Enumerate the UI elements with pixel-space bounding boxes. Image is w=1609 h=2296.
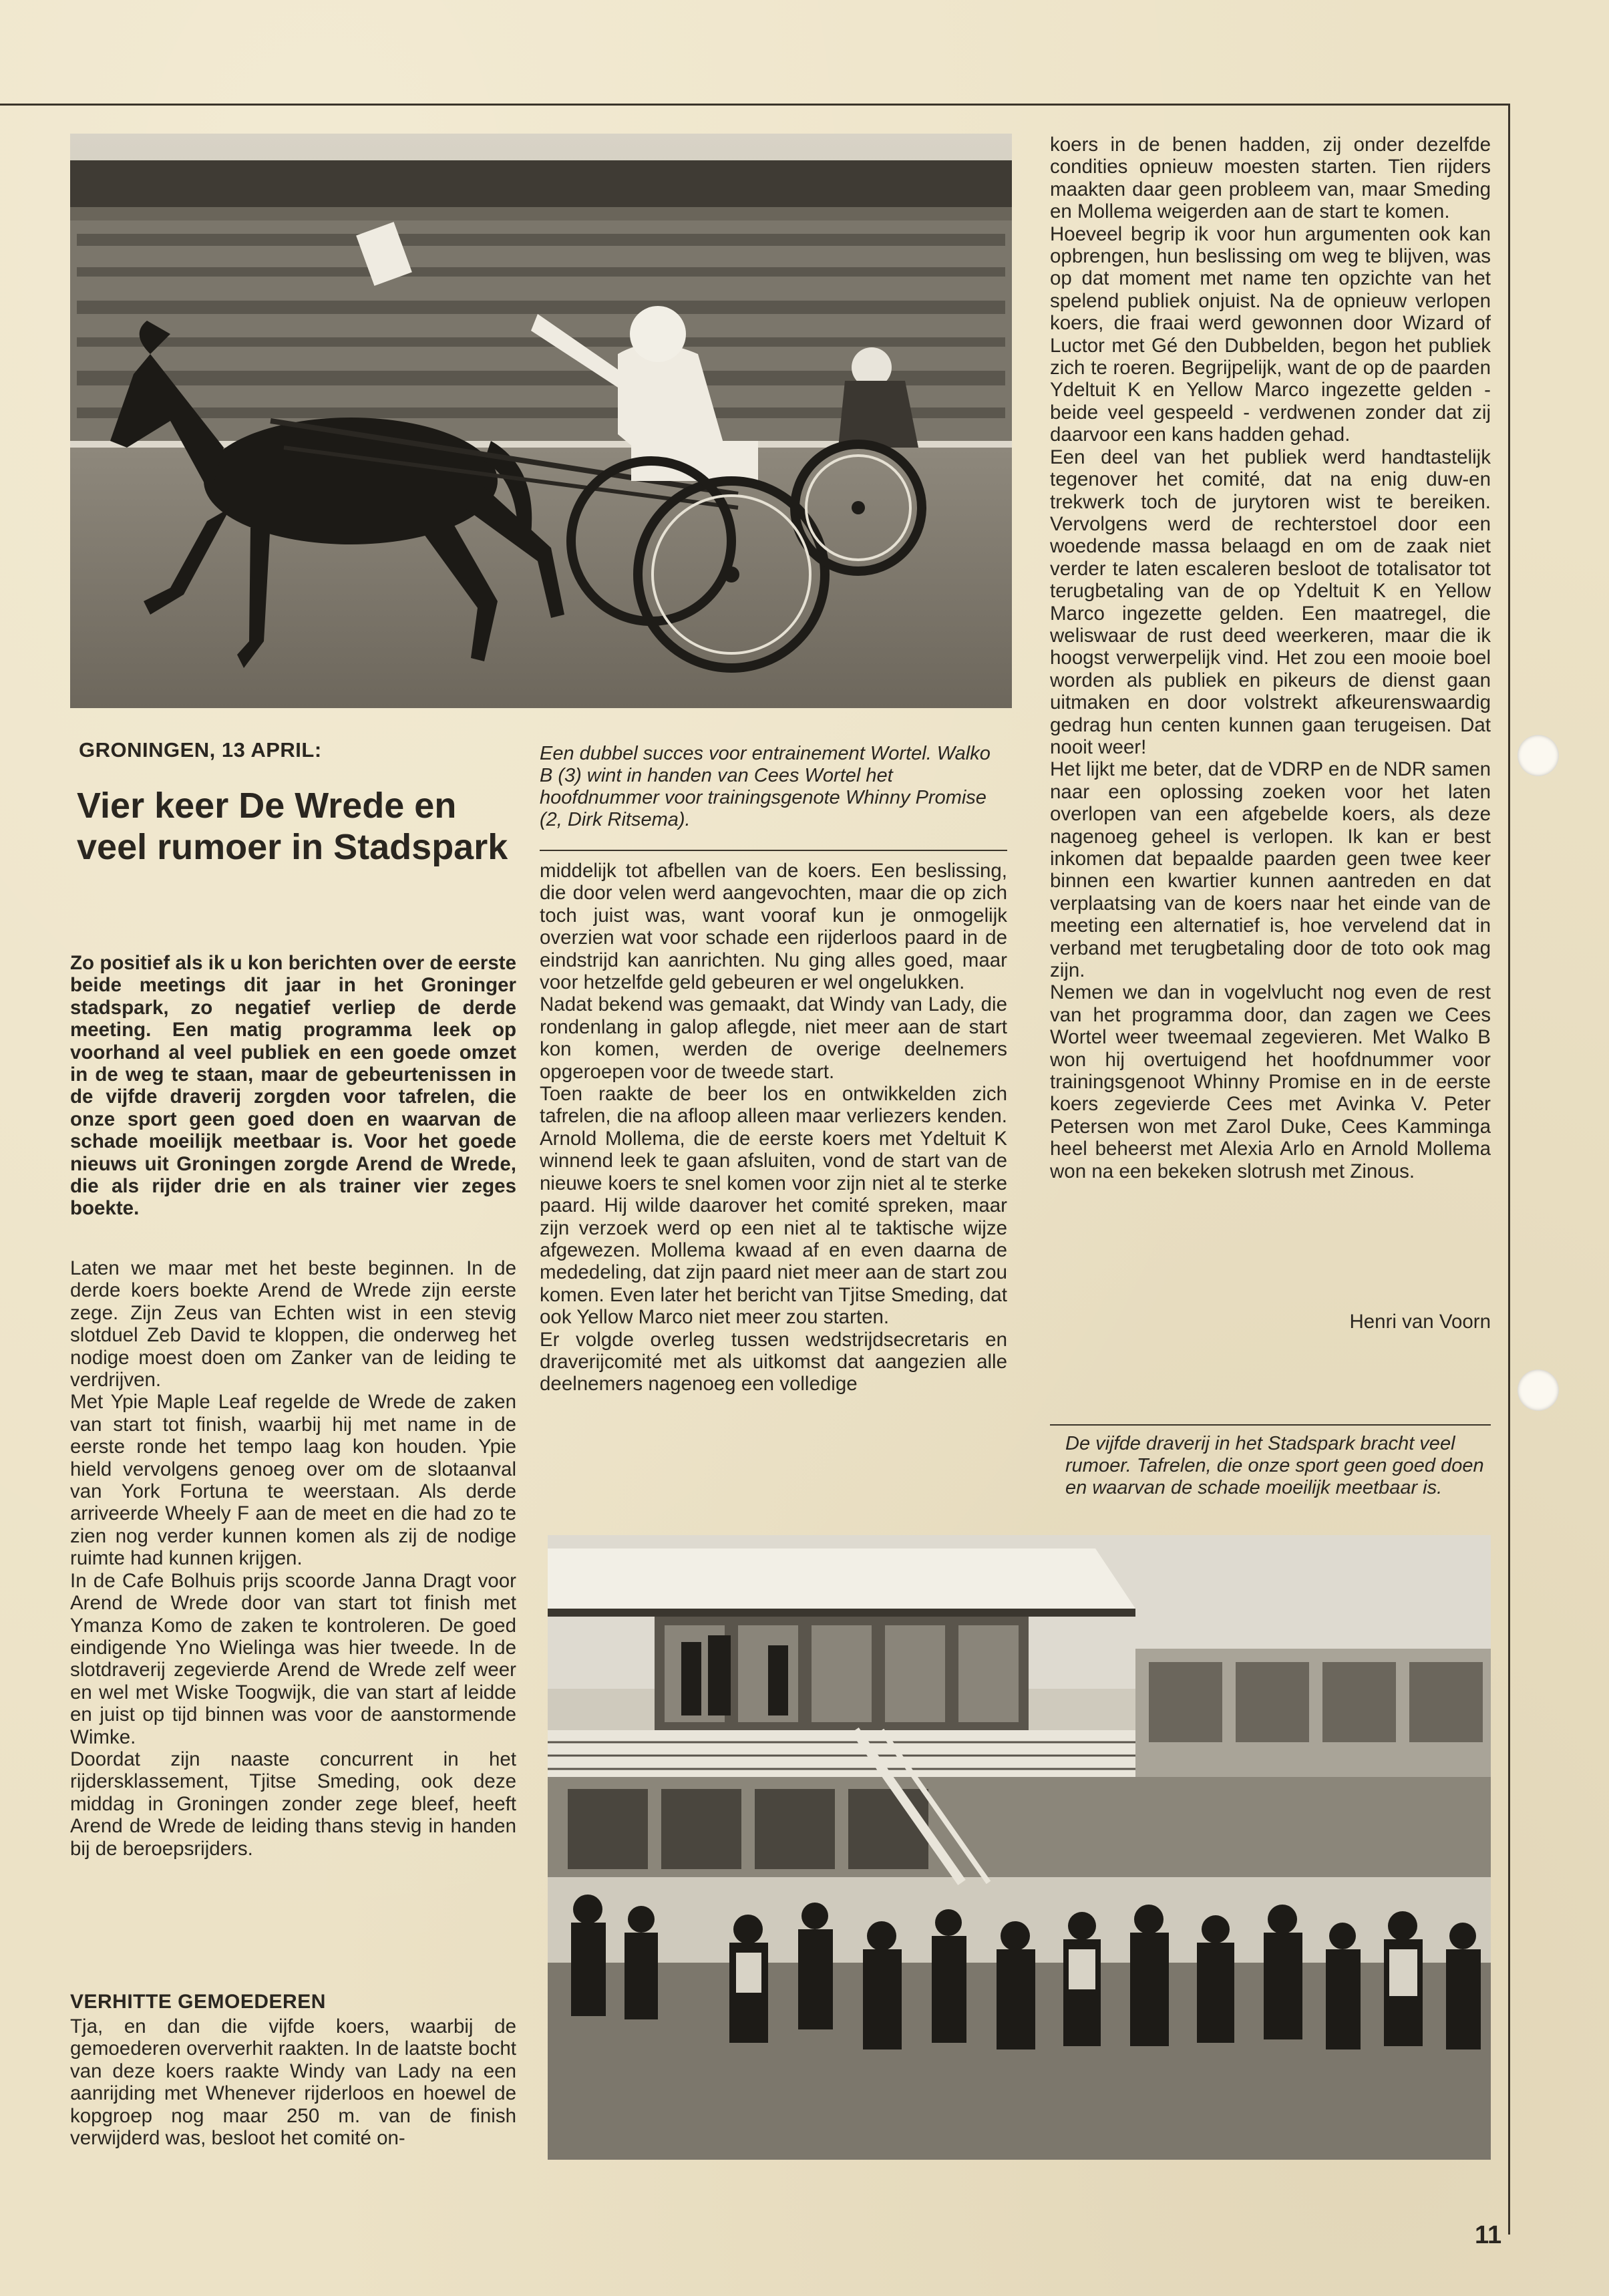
column-3-paragraph: koers in de benen hadden, zij onder dezelfde condities opnieuw moesten starten. Tien rijders maakten daar geen probleem van, maar Smeding en Mollema weigerden aan de start te komen. bbox=[1050, 134, 1491, 223]
punch-hole-upper bbox=[1517, 735, 1559, 776]
author-signature: Henri van Voorn bbox=[1349, 1311, 1491, 1333]
subhead: VERHITTE GEMOEDEREN bbox=[70, 1991, 326, 2013]
right-frame-line bbox=[1508, 104, 1510, 2235]
top-frame-line bbox=[0, 104, 1509, 106]
column-1-paragraph: Met Ypie Maple Leaf regelde de Wrede de zaken van start tot finish, waarbij hij met name in de eerste ronde het tempo laag kon houden. Ypie hield vervolgens genoeg over om de slotaanval van York Fortuna te weerstaan. Als derde arriveerde Wheely F aan de meet en die had zo te zien nog verder kunnen komen als zij de nodige ruimte had kunnen krijgen. bbox=[70, 1391, 516, 1570]
column-1-paragraph: Doordat zijn naaste concurrent in het rijdersklassement, Tjitse Smeding, ook deze middag in Groningen zonder zege bleef, heeft Arend de Wrede de leiding thans stevig in handen bij de beroepsrijders. bbox=[70, 1748, 516, 1860]
column-3-text bbox=[1050, 134, 1491, 1182]
column-3-paragraph: Hoeveel begrip ik voor hun argumenten ook kan opbrengen, hun beslissing om weg te blijven, was op dat moment met name ten opzichte van het spelend publiek onjuist. Na de opnieuw verlopen koers, die fraai werd gewonnen door Wizard of Luctor met Gé den Dubbelden, begon het publiek zich te roeren. Begrijpelijk, want de op de paarden Ydeltuit K en Yellow Marco ingezette gelden - beide veel gespeeld - verdwenen zonder dat zij daarvoor een kans hadden gehad. bbox=[1050, 222, 1491, 446]
photo-caption-top: Een dubbel succes voor entrainement Wortel. Walko B (3) wint in handen van Cees Wortel het hoofdnummer voor trainingsgenote Whinny Promise (2, Dirk Ritsema). bbox=[540, 743, 991, 830]
column-3-paragraph: Nemen we dan in vogelvlucht nog even de rest van het programma door, dan zagen we Cees Wortel weer tweemaal zegevieren. Met Walko B won hij overtuigend het hoofdnummer voor trainingsgenoot Whinny Promise en in de eerste koers zegevierde Cees met Avinka V. Peter Petersen won met Zarol Duke, Cees Kamminga heel beheerst met Alexia Arlo en Arnold Mollema won na een bekeken slotrush met Zinous. bbox=[1050, 981, 1491, 1182]
page-number: 11 bbox=[1475, 2221, 1502, 2249]
column-2-text bbox=[540, 860, 1007, 1396]
harness-racing-photo bbox=[70, 134, 1012, 708]
dateline: GRONINGEN, 13 APRIL: bbox=[79, 738, 322, 762]
crowd-at-jury-tower-photo bbox=[548, 1535, 1491, 2160]
column-1-text bbox=[70, 1257, 516, 1860]
caption-rule-top bbox=[540, 850, 1007, 851]
column-1-after-subhead: Tja, en dan die vijfde koers, waarbij de gemoederen oververhit raakten. In de laatste bocht van deze koers raakte Windy van Lady na een aanrijding met Whenever rijderloos en hoewel de kopgroep nog maar 250 m. van de finish verwijderd was, besloot het comité on- bbox=[70, 2015, 516, 2150]
column-2-paragraph: Toen raakte de beer los en ontwikkelden zich tafrelen, die na afloop alleen maar verliezers kenden. Arnold Mollema, die de eerste koers met Ydeltuit K winnend leek te gaan afsluiten, vond de start van de nieuwe koers te snel komen voor zijn niet al te sterke paard. Hij wilde daarover het comité spreken, maar zijn verzoek werd op een niet al te taktische wijze afgewezen. Mollema kwaad af en even daarna de mededeling, dat zijn paard niet meer aan de start zou komen. Even later het bericht van Tjitse Smeding, dat ook Yellow Marco niet meer zou starten. bbox=[540, 1083, 1007, 1329]
punch-hole-lower bbox=[1517, 1369, 1559, 1411]
column-2-paragraph: Nadat bekend was gemaakt, dat Windy van Lady, die rondenlang in galop aflegde, niet meer aan de start kon komen, werden de overige deelnemers opgeroepen voor de tweede start. bbox=[540, 993, 1007, 1083]
lead-paragraph: Zo positief als ik u kon berichten over de eerste beide meetings dit jaar in het Groninger stadspark, zo negatief verliep de derde meeting. Een matig programma leek op voorhand al veel publiek en een goede omzet in de weg te staan, maar de gebeurtenissen in de vijfde draverij zorgden voor tafrelen, die onze sport geen goed doen en waarvan de schade moeilijk meetbaar is. Voor het goede nieuws uit Groningen zorgde Arend de Wrede, die als rijder drie en als trainer vier zeges boekte. bbox=[70, 952, 516, 1220]
column-1-paragraph: Laten we maar met het beste beginnen. In de derde koers boekte Arend de Wrede zijn eerste zege. Zijn Zeus van Echten wist in een stevig slotduel Zeb David te kloppen, die onderweg het nodige moest doen om Zanker van de leiding te verdrijven. bbox=[70, 1257, 516, 1391]
column-3-paragraph: Het lijkt me beter, dat de VDRP en de NDR samen naar een oplossing zoeken voor het laten overlopen van een afgebelde koers, als deze nagenoeg geheel is verlopen. Ik kan er best inkomen dat bepaalde paarden geen twee keer binnen een kwartier kunnen aantreden en dat verplaatsing van de koers naar het einde van de meeting een alternatief is, hoe vervelend dat in verband met terugbetaling door de toto ook mag zijn. bbox=[1050, 758, 1491, 982]
photo-caption-bottom: De vijfde draverij in het Stadspark bracht veel rumoer. Tafrelen, die onze sport geen goed doen en waarvan de schade moeilijk meetbaar is. bbox=[1065, 1433, 1484, 1498]
column-3-paragraph: Een deel van het publiek werd handtastelijk tegenover het comité, dat na enig duw-en trekwerk toch de jurytoren wist te bereiken. Vervolgens werd de rechterstoel door een woedende massa belaagd en om de zaak niet verder te laten escaleren besloot de totalisator tot terugbetaling van de op Ydeltuit K en Yellow Marco ingezette gelden. Een maatregel, die weliswaar de rust deed weerkeren, maar die ik hoogst verwerpelijk vind. Het zou een mooie boel worden als publiek en pikeurs de dienst gaan uitmaken en door volstrekt afkeurenswaardig gedrag hun centen kunnen gaan terugeisen. Dat nooit weer! bbox=[1050, 446, 1491, 758]
headline: Vier keer De Wrede en veel rumoer in Stadspark bbox=[77, 786, 508, 867]
caption-rule-bottom bbox=[1050, 1424, 1491, 1426]
column-2-paragraph: Er volgde overleg tussen wedstrijdsecretaris en draverijcomité met als uitkomst dat aangezien alle deelnemers nagenoeg een volledige bbox=[540, 1328, 1007, 1396]
column-2-paragraph: middelijk tot afbellen van de koers. Een beslissing, die door velen werd aangevochten, maar die op zich toch juist was, want vooraf kun je onmogelijk overzien wat voor schade een rijderloos paard in de eindstrijd kan aanrichten. Nu ging alles goed, maar voor hetzelfde geld gebeuren er wel ongelukken. bbox=[540, 860, 1007, 994]
column-1-paragraph: In de Cafe Bolhuis prijs scoorde Janna Dragt voor Arend de Wrede door van start tot finish met Ymanza Komo de zaken te kontroleren. De goed eindigende Yno Wielinga was hier tweede. In de slotdraverij zegevierde Arend de Wrede zelf weer en wel met Wiske Toogwijk, die van start af leidde en juist op tijd binnen was voor de aanstormende Wimke. bbox=[70, 1569, 516, 1748]
